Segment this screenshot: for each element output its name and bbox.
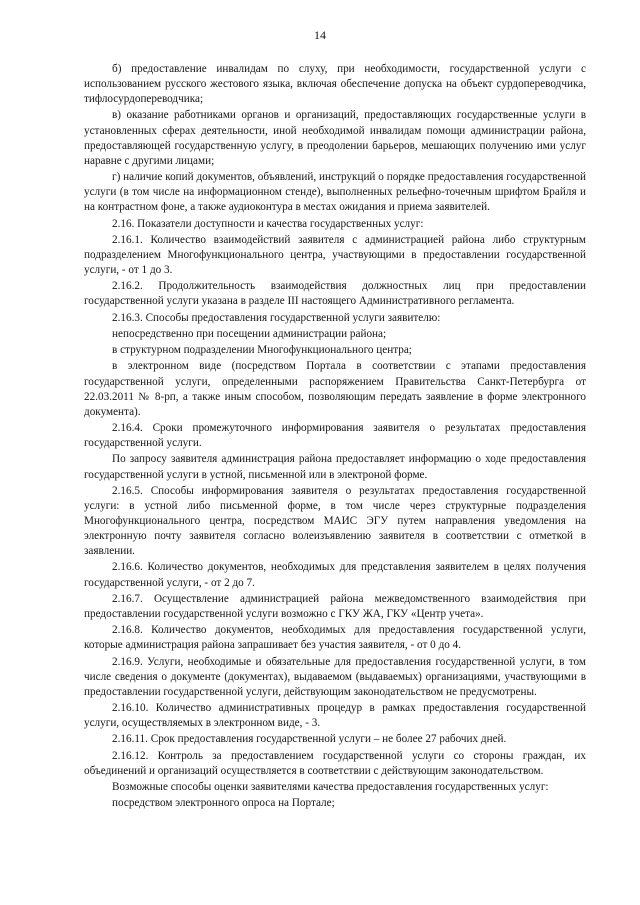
- paragraph-g-braille-copies: г) наличие копий документов, объявлений, инструкций о порядке предоставления государственной услуги (в том числе на информационном стенде), выполненных рельефно-точечным шрифтом Брайля и на контрастном фоне, а также аудиоконтура в местах ожидания и приема заявителей.: [84, 171, 586, 214]
- list-item-electronic: в электронном виде (посредством Портала в соответствии с этапами предоставления государственной услуги, определенными распоряжением Правительства Санкт-Петербурга от 22.03.2011 № 8-рп, а также иным способом, позволяющим передать заявление в форме электронного документа).: [84, 360, 586, 418]
- document-body: [84, 62, 586, 813]
- paragraph-2-16-10: 2.16.10. Количество административных процедур в рамках предоставления государственной услуги, осуществляемых в электронном виде, - 3.: [84, 702, 586, 730]
- list-item-portal-survey: посредством электронного опроса на Портале;: [112, 797, 335, 810]
- paragraph-2-16-4: 2.16.4. Сроки промежуточного информирования заявителя о результатах предоставления государственной услуги.: [84, 422, 586, 450]
- paragraph-b-sign-language: б) предоставление инвалидам по слуху, при необходимости, государственной услуги с использованием русского жестового языка, включая обеспечение допуска на объект сурдопереводчика, тифлосурдопереводчика;: [84, 63, 586, 106]
- paragraph-quality-assessment: Возможные способы оценки заявителями качества предоставления государственных услуг:: [112, 781, 549, 794]
- paragraph-v-staff-assistance: в) оказание работниками органов и организаций, предоставляющих государственные услуги в установленных сферах деятельности, иной необходимой инвалидам помощи администрации района, предоставляющей государственную услугу, в преодолении барьеров, мешающих получению ими услуг наравне с другими лицами;: [84, 109, 586, 167]
- list-item-mfc: в структурном подразделении Многофункционального центра;: [112, 344, 412, 357]
- list-item-district-visit: непосредственно при посещении администрации района;: [112, 327, 387, 340]
- paragraph-2-16-3: 2.16.3. Способы предоставления государственной услуги заявителю:: [112, 311, 441, 324]
- paragraph-2-16-1: 2.16.1. Количество взаимодействий заявителя с администрацией района либо структурным подразделением Многофункционального центра, участвующими в предоставлении государственной услуги, - от 1 до 3.: [84, 233, 586, 276]
- paragraph-2-16-12: 2.16.12. Контроль за предоставлением государственной услуги со стороны граждан, их объединений и организаций осуществляется в соответствии с действующим законодательством.: [84, 749, 586, 777]
- paragraph-2-16-indicators: 2.16. Показатели доступности и качества государственных услуг:: [112, 217, 424, 230]
- paragraph-2-16-9: 2.16.9. Услуги, необходимые и обязательные для предоставления государственной услуги, в том числе сведения о документе (документах), выдаваемом (выдаваемых) организациями, участвующими в предоставлении государственной услуги, действующим законодательством не предусмотрены.: [84, 655, 586, 698]
- paragraph-2-16-5: 2.16.5. Способы информирования заявителя о результатах предоставления государственной услуги: в устной либо письменной форме, в том числе через структурные подразделения Многофункционального центра, посредством МАИС ЭГУ путем направления уведомления на электронную почту заявителя согласно волеизъявлению заявителя в соответствии с отметкой в заявлении.: [84, 484, 586, 558]
- paragraph-2-16-6: 2.16.6. Количество документов, необходимых для представления заявителем в целях получения государственной услуги, - от 2 до 7.: [84, 561, 586, 589]
- paragraph-2-16-11: 2.16.11. Срок предоставления государственной услуги – не более 27 рабочих дней.: [112, 733, 507, 746]
- paragraph-request-info: По запросу заявителя администрация района предоставляет информацию о ходе предоставления государственной услуги в устной, письменной или в электроной форме.: [84, 453, 586, 481]
- paragraph-2-16-2: 2.16.2. Продолжительность взаимодействия должностных лиц при предоставлении государственной услуги указана в разделе III настоящего Административного регламента.: [84, 280, 586, 308]
- paragraph-2-16-7: 2.16.7. Осуществление администрацией района межведомственного взаимодействия при предоставлении государственной услуги возможно с ГКУ ЖА, ГКУ «Центр учета».: [84, 592, 586, 620]
- page-number: 14: [314, 28, 326, 42]
- paragraph-2-16-8: 2.16.8. Количество документов, необходимых для предоставления государственной услуги, которые администрация района запрашивает без участия заявителя, - от 0 до 4.: [84, 624, 586, 652]
